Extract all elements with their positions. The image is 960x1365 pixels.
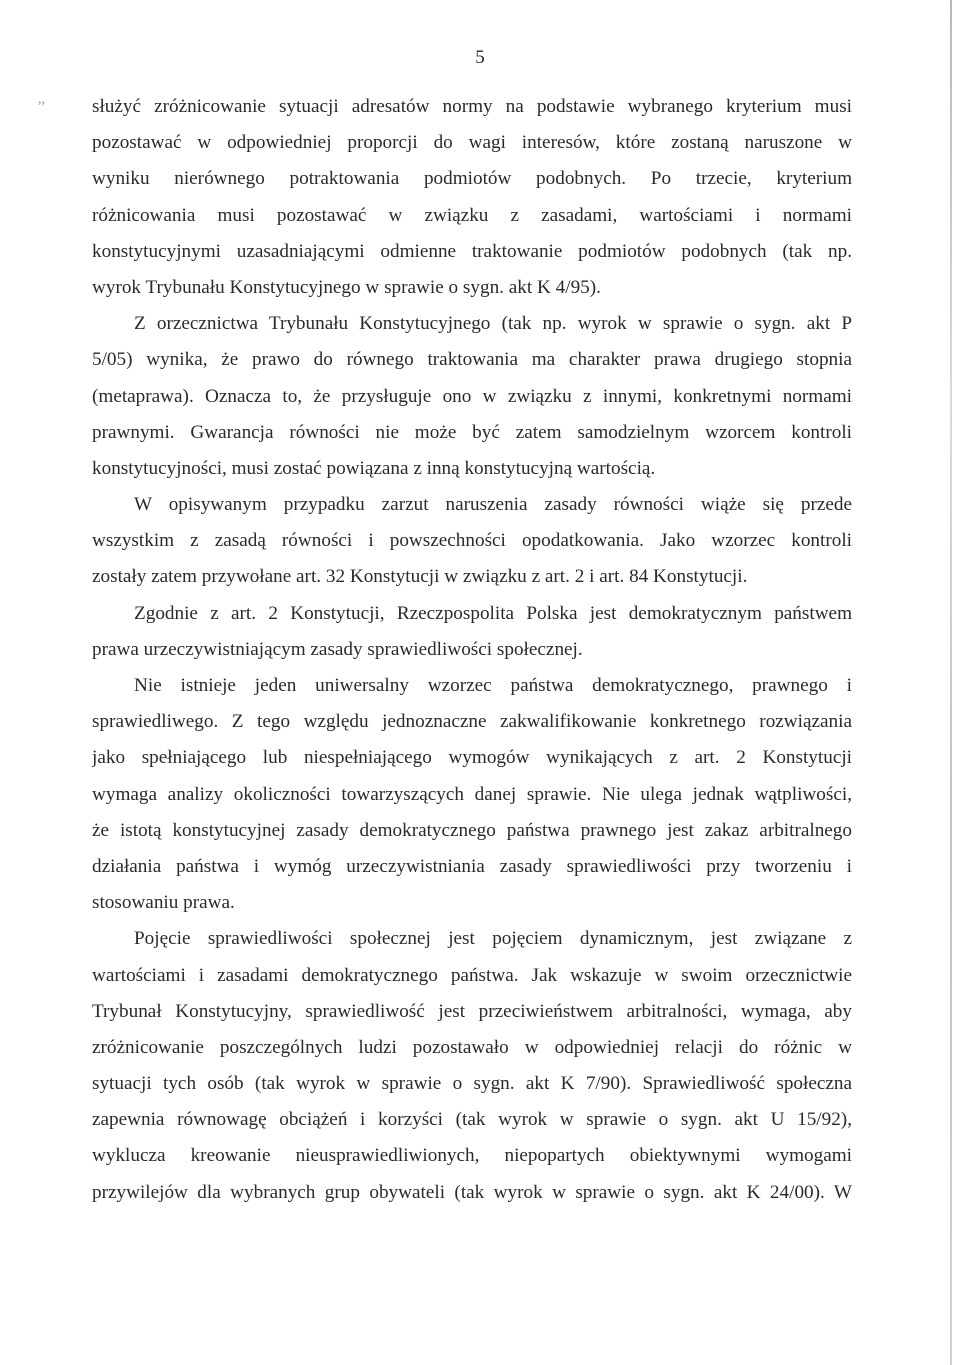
text-line: Nie istnieje jeden uniwersalny wzorzec państwa demokratycznego, prawnego i [134, 675, 852, 696]
scan-edge-shadow [950, 0, 952, 1365]
text-line: Z orzecznictwa Trybunału Konstytucyjnego (tak np. wyrok w sprawie o sygn. akt P [134, 313, 852, 335]
text-line: przywilejów dla wybranych grup obywateli (tak wyrok w sprawie o sygn. akt K 24/00). W [92, 1181, 852, 1203]
text-line: wartościami i zasadami demokratycznego państwa. Jak wskazuje w swoim orzecznictwie [92, 964, 852, 986]
text-line: służyć zróżnicowanie sytuacji adresatów normy na podstawie wybranego kryterium musi [92, 96, 852, 117]
page-number: 5 [475, 47, 485, 68]
text-line: wymaga analizy okoliczności towarzyszących danej sprawie. Nie ulega jednak wątpliwości, [92, 783, 852, 805]
stray-mark: ,, [38, 92, 45, 107]
text-line: wyrok Trybunału Konstytucyjnego w sprawie o sygn. akt K 4/95). [92, 276, 601, 298]
text-line: Trybunał Konstytucyjny, sprawiedliwość jest przeciwieństwem arbitralności, wymaga, aby [92, 1000, 852, 1022]
text-line: wszystkim z zasadą równości i powszechności opodatkowania. Jako wzorzec kontroli [92, 530, 852, 552]
text-line: wyniku nierównego potraktowania podmiotów podobnych. Po trzecie, kryterium [92, 168, 852, 190]
text-line: stosowaniu prawa. [92, 892, 235, 914]
body-text [92, 89, 852, 1211]
text-line: pozostawać w odpowiedniej proporcji do wagi interesów, które zostaną naruszone w [92, 132, 852, 154]
text-line: że istotą konstytucyjnej zasady demokratycznego państwa prawnego jest zakaz arbitralnego [92, 819, 852, 841]
text-line: sprawiedliwego. Z tego względu jednoznaczne zakwalifikowanie konkretnego rozwiązania [92, 711, 852, 733]
text-line: zróżnicowanie poszczególnych ludzi pozostawało w odpowiedniej relacji do różnic w [92, 1036, 852, 1058]
text-line: konstytucyjnymi uzasadniającymi odmienne traktowanie podmiotów podobnych (tak np. [92, 240, 852, 262]
text-line: zapewnia równowagę obciążeń i korzyści (tak wyrok w sprawie o sygn. akt U 15/92), [92, 1109, 852, 1131]
text-line: konstytucyjności, musi zostać powiązana z inną konstytucyjną wartością. [92, 457, 656, 479]
text-line: 5/05) wynika, że prawo do równego traktowania ma charakter prawa drugiego stopnia [92, 349, 852, 371]
text-line: działania państwa i wymóg urzeczywistniania zasady sprawiedliwości przy tworzeniu i [92, 855, 852, 877]
text-line: W opisywanym przypadku zarzut naruszenia zasady równości wiąże się przede [134, 494, 852, 516]
text-line: Pojęcie sprawiedliwości społecznej jest pojęciem dynamicznym, jest związane z [134, 928, 852, 950]
text-line: prawnymi. Gwarancja równości nie może być zatem samodzielnym wzorcem kontroli [92, 421, 852, 443]
text-line: sytuacji tych osób (tak wyrok w sprawie o sygn. akt K 7/90). Sprawiedliwość społeczna [92, 1073, 852, 1095]
text-line: wyklucza kreowanie nieusprawiedliwionych, niepopartych obiektywnymi wymogami [92, 1145, 852, 1167]
text-line: jako spełniającego lub niespełniającego wymogów wynikających z art. 2 Konstytucji [92, 747, 852, 769]
text-line: Zgodnie z art. 2 Konstytucji, Rzeczpospolita Polska jest demokratycznym państwem [134, 602, 852, 624]
text-line: (metaprawa). Oznacza to, że przysługuje ono w związku z innymi, konkretnymi normami [92, 385, 852, 407]
text-line: różnicowania musi pozostawać w związku z zasadami, wartościami i normami [92, 204, 852, 226]
text-line: prawa urzeczywistniającym zasady sprawiedliwości społecznej. [92, 638, 583, 660]
text-line: zostały zatem przywołane art. 32 Konstytucji w związku z art. 2 i art. 84 Konstytucji. [92, 566, 748, 588]
